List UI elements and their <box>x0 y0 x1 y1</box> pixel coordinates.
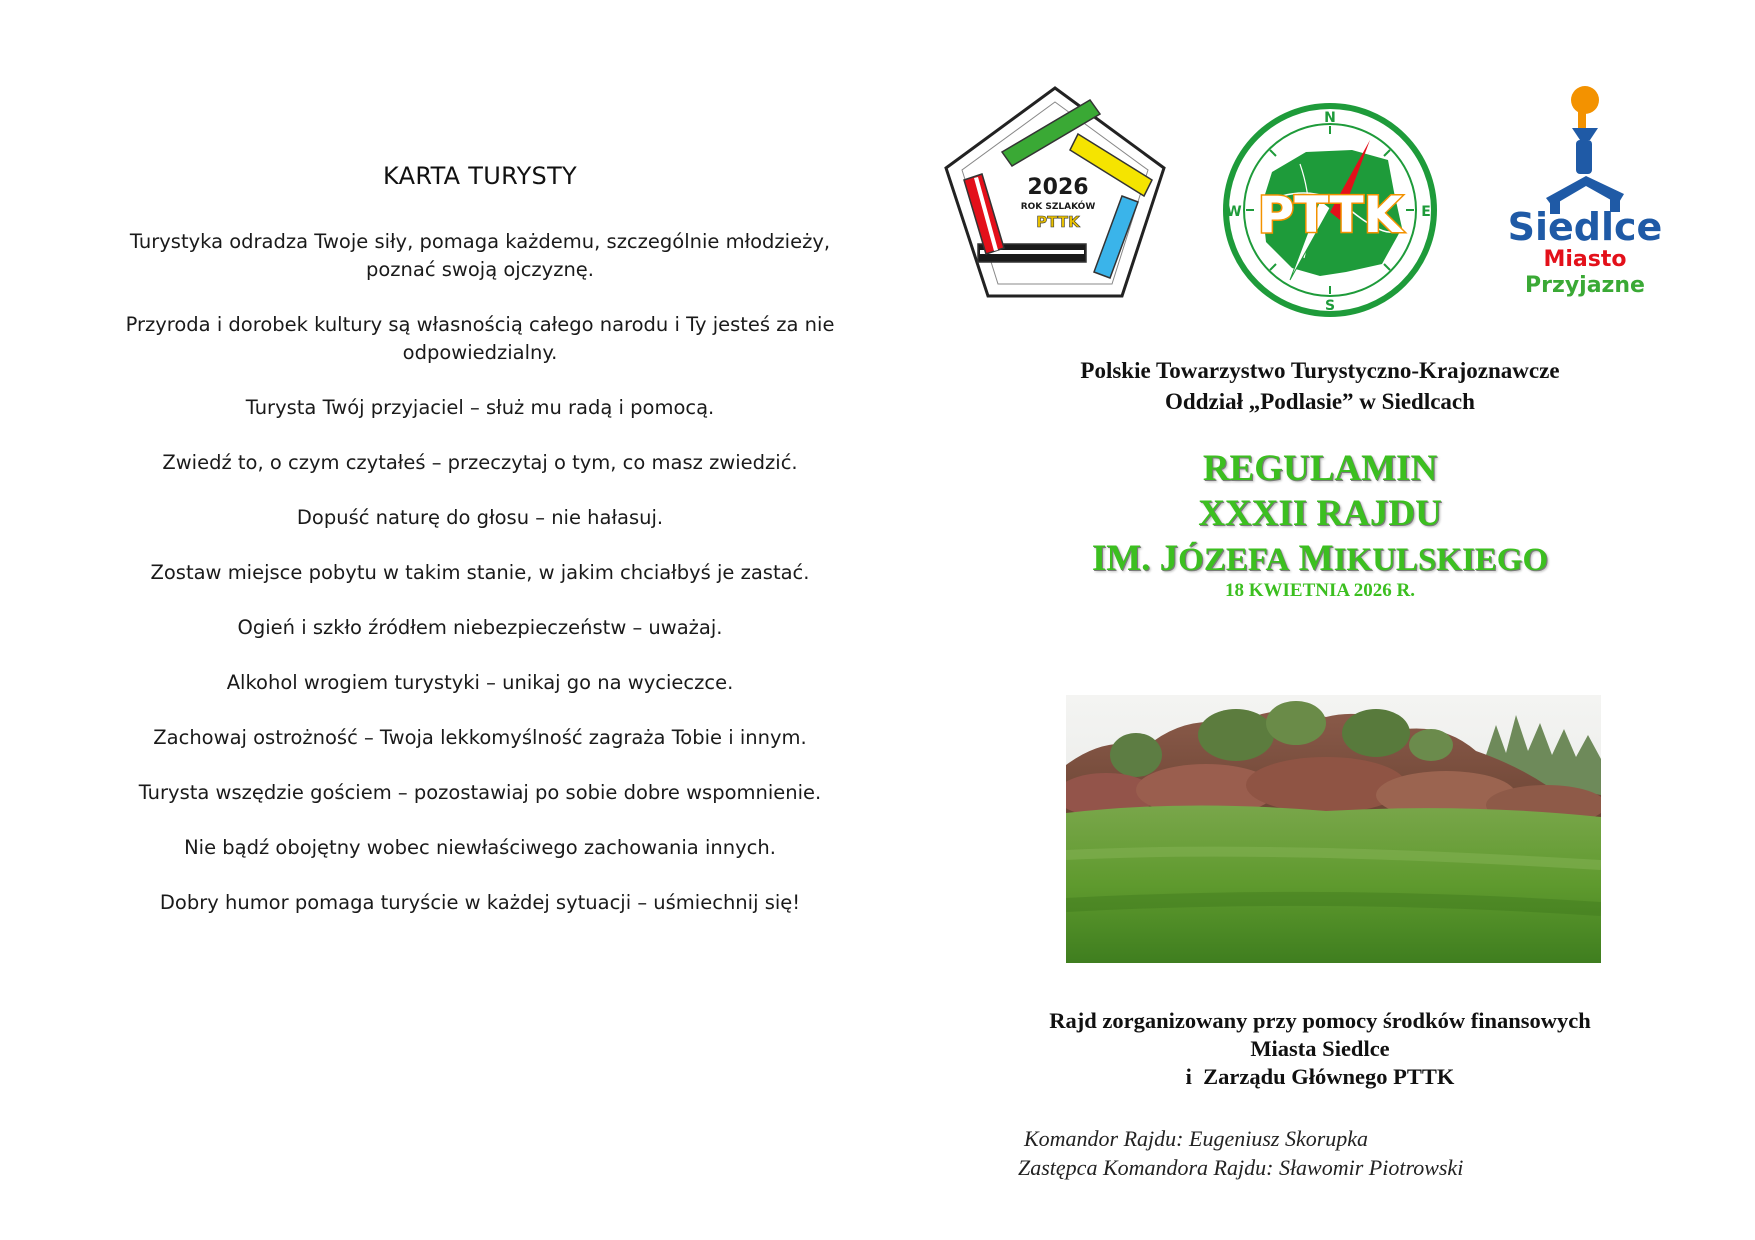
rally-staff <box>1018 1124 1463 1182</box>
pentagon-line1-label: ROK SZLAKÓW <box>1020 202 1096 212</box>
pttk-logo <box>1220 100 1440 320</box>
rally-commander: Komandor Rajdu: Eugeniusz Skorupka <box>1024 1126 1369 1151</box>
headline-rajd: XXXII RAJDU <box>1198 493 1442 534</box>
rule-item: Zostaw miejsce pobytu w takim stanie, w jakim chciałbyś je zastać. <box>150 561 810 584</box>
rule-item: Zachowaj ostrożność – Twoja lekkomyślność zagraża Tobie i innym. <box>153 726 807 749</box>
headline-patron-part: IKULSKIEGO <box>1333 542 1549 578</box>
rule-item: Nie bądź obojętny wobec niewłaściwego zachowania innych. <box>184 836 776 859</box>
sponsor-note <box>970 1007 1670 1091</box>
compass-w-label: W <box>1226 204 1242 220</box>
headline-regulamin: REGULAMIN <box>1202 448 1438 489</box>
compass-e-label: E <box>1421 204 1431 220</box>
sponsor-line: Rajd zorganizowany przy pomocy środków finansowych <box>1049 1008 1591 1033</box>
headline-patron-part: IM. J <box>1091 538 1179 579</box>
sponsor-line: Miasta Siedlce <box>1250 1036 1390 1061</box>
pttk-logo-text: PTTK <box>1257 186 1403 244</box>
rule-item: Alkohol wrogiem turystyki – unikaj go na wycieczce. <box>226 671 734 694</box>
rule-item: Zwiedź to, o czym czytałeś – przeczytaj o tym, co masz zwiedzić. <box>162 451 798 474</box>
siedlce-logo <box>1490 80 1680 300</box>
compass-s-label: S <box>1324 298 1336 314</box>
tourist-rules-list <box>80 228 880 944</box>
karta-turysty-title: KARTA TURYSTY <box>383 162 577 190</box>
rule-item: Dobry humor pomaga turyście w każdej sytuacji – uśmiechnij się! <box>159 891 801 914</box>
landscape-photo <box>1066 695 1601 963</box>
pentagon-line2-label: PTTK <box>1036 213 1080 231</box>
headline-patron <box>970 536 1670 583</box>
sponsor-line: i Zarządu Głównego PTTK <box>1185 1064 1455 1089</box>
pentagon-year-label: 2026 <box>1027 175 1089 200</box>
rok-szlakow-logo <box>940 82 1170 302</box>
rule-item: Turysta Twój przyjaciel – służ mu radą i pomocą. <box>245 396 715 419</box>
regulamin-headline <box>970 446 1670 601</box>
headline-patron-part: M <box>1289 538 1334 579</box>
rule-item: Turystyka odradza Twoje siły, pomaga każdemu, szczególnie młodzieży, poznać swoją ojczyznę. <box>129 230 831 281</box>
organisation-branch: Oddział „Podlasie” w Siedlcach <box>1165 389 1475 414</box>
rally-deputy-commander: Zastępca Komandora Rajdu: Sławomir Piotrowski <box>1018 1155 1464 1180</box>
headline-patron-part: ÓZEFA <box>1178 542 1290 578</box>
siedlce-przyjazne: Przyjazne <box>1525 273 1645 298</box>
rally-date: 18 KWIETNIA 2026 R. <box>1224 580 1416 601</box>
compass-n-label: N <box>1324 110 1336 126</box>
rule-item: Turysta wszędzie gościem – pozostawiaj po sobie dobre wspomnienie. <box>138 781 822 804</box>
organisation-heading <box>970 355 1670 417</box>
rule-item: Przyroda i dorobek kultury są własnością całego narodu i Ty jesteś za nie odpowiedzialny. <box>125 313 835 364</box>
organisation-name: Polskie Towarzystwo Turystyczno-Krajoznawcze <box>1080 358 1560 383</box>
rule-item: Ogień i szkło źródłem niebezpieczeństw – uważaj. <box>237 616 723 639</box>
siedlce-miasto: Miasto <box>1543 247 1627 272</box>
siedlce-name: Siedlce <box>1507 205 1663 249</box>
rule-item: Dopuść naturę do głosu – nie hałasuj. <box>296 506 664 529</box>
